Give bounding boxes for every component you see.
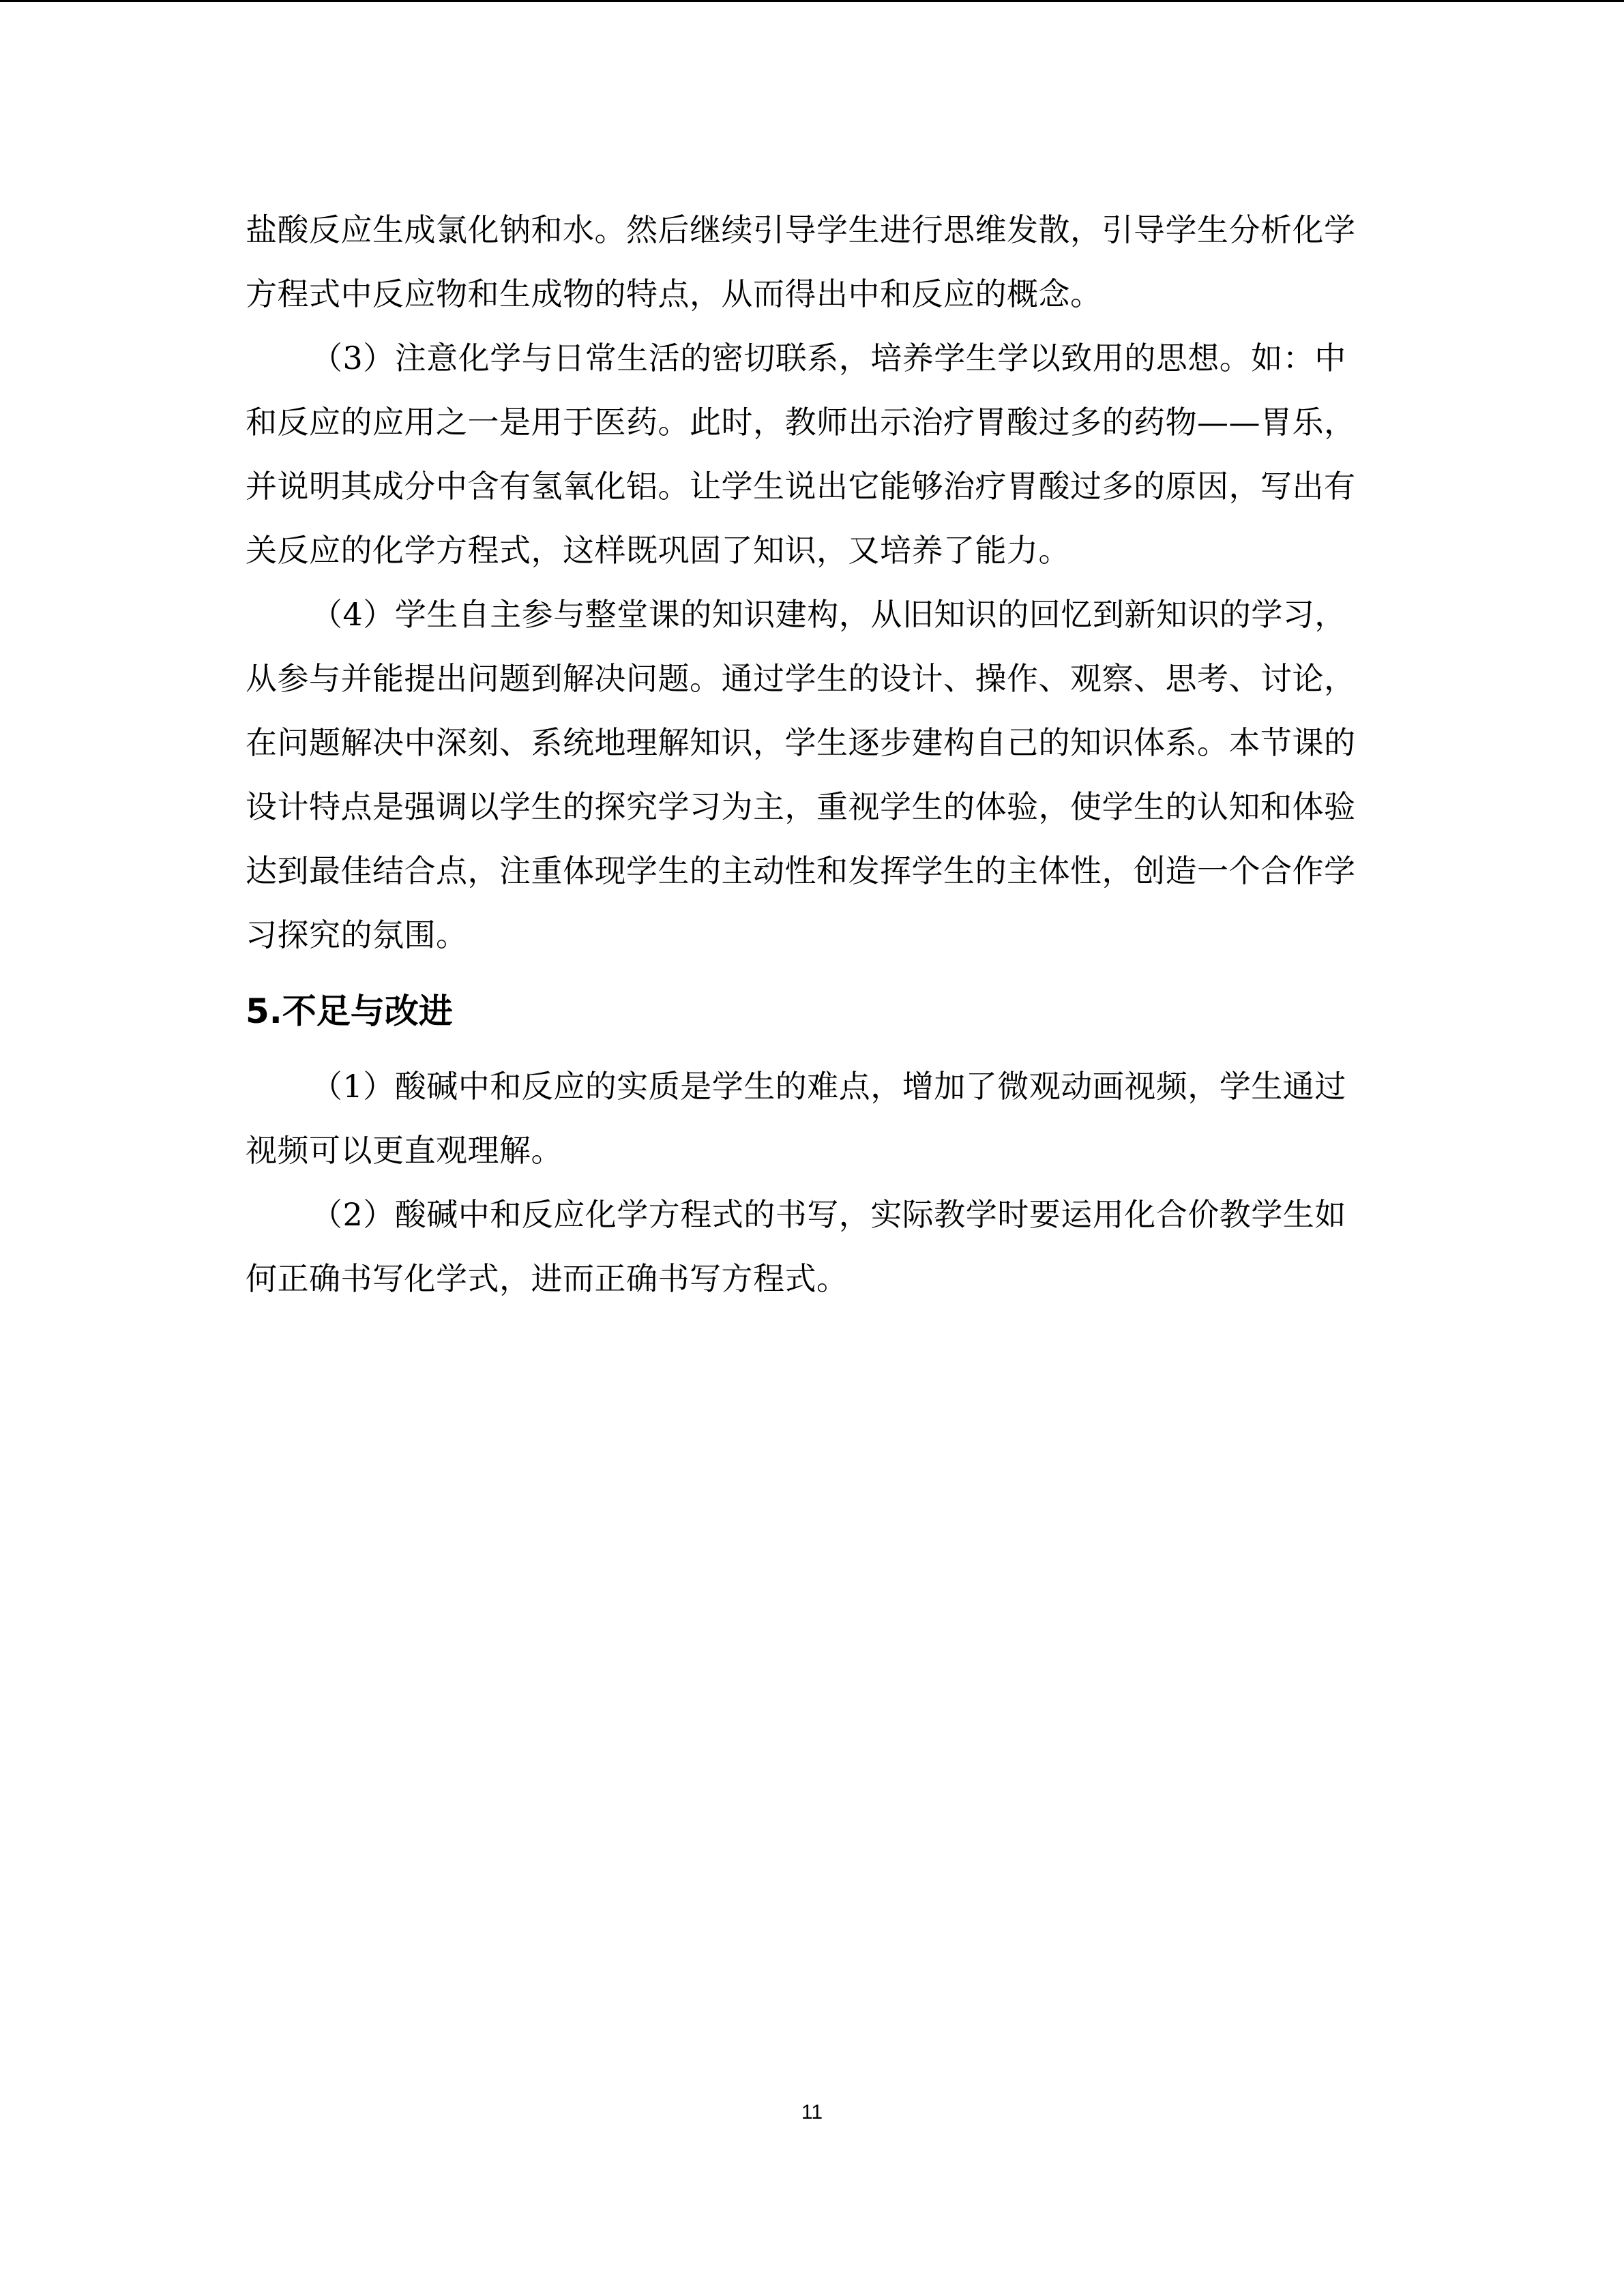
section-heading: 5.不足与改进 — [246, 992, 453, 1031]
page-number: 11 — [801, 2101, 823, 2123]
top-border-rule — [0, 0, 1624, 2]
paragraph-improvement-2: （2）酸碱中和反应化学方程式的书写，实际教学时要运用化合价教学生如何正确书写化学式，进而正确书写方程式。 — [246, 1196, 1346, 1297]
paragraph-improvement-1: （1）酸碱中和反应的实质是学生的难点，增加了微观动画视频，学生通过视频可以更直观理解。 — [246, 1068, 1346, 1169]
document-body — [246, 198, 1378, 1311]
paragraph-point-4: （4）学生自主参与整堂课的知识建构，从旧知识的回忆到新知识的学习，从参与并能提出问题到解决问题。通过学生的设计、操作、观察、思考、讨论，在问题解决中深刻、系统地理解知识，学生逐步建构自己的知识体系。本节课的设计特点是强调以学生的探究学习为主，重视学生的体验，使学生的认知和体验达到最佳结合点，注重体现学生的主动性和发挥学生的主体性，创造一个合作学习探究的氛围。 — [246, 596, 1356, 953]
paragraph-continuation: 盐酸反应生成氯化钠和水。然后继续引导学生进行思维发散，引导学生分析化学方程式中反应物和生成物的特点，从而得出中和反应的概念。 — [246, 211, 1356, 312]
paragraph-point-3: （3）注意化学与日常生活的密切联系，培养学生学以致用的思想。如：中和反应的应用之一是用于医药。此时，教师出示治疗胃酸过多的药物——胃乐，并说明其成分中含有氢氧化铝。让学生说出它能够治疗胃酸过多的原因，写出有关反应的化学方程式，这样既巩固了知识，又培养了能力。 — [246, 340, 1356, 569]
